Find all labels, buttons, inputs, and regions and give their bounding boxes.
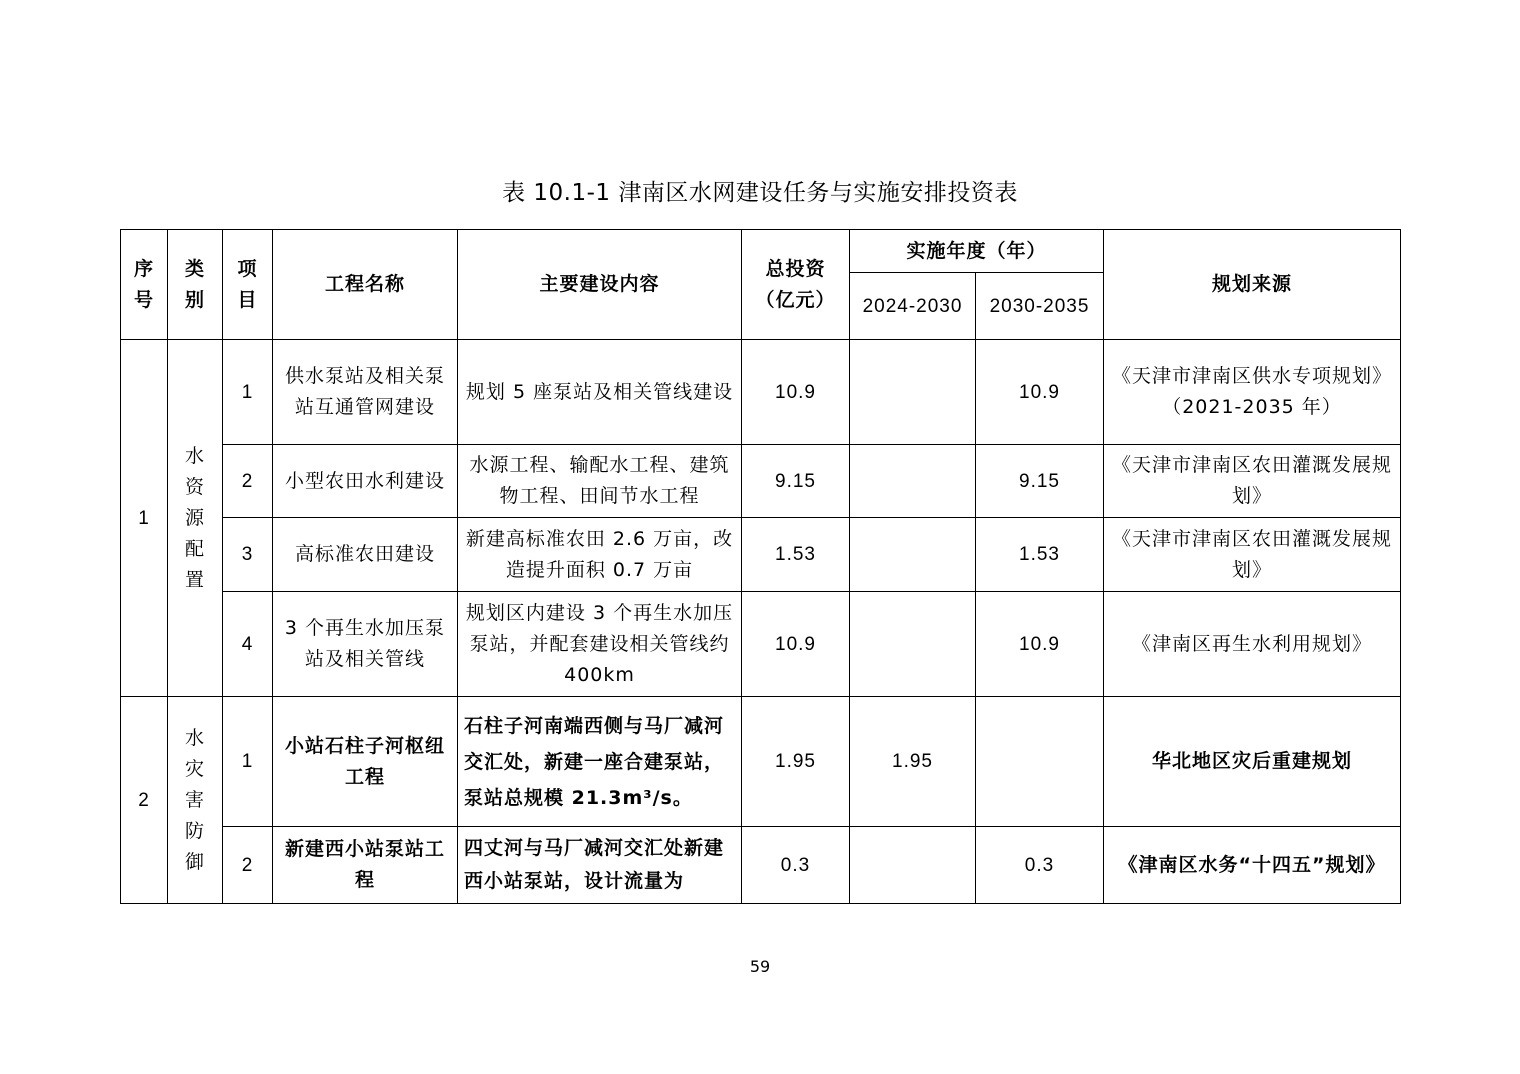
row-name: 3 个再生水加压泵站及相关管线	[273, 592, 458, 697]
row-content: 水源工程、输配水工程、建筑物工程、田间节水工程	[458, 445, 742, 518]
group-category: 水资源配置	[168, 340, 223, 697]
row-source: 《天津市津南区农田灌溉发展规划》	[1104, 445, 1401, 518]
row-content: 规划区内建设 3 个再生水加压泵站，并配套建设相关管线约 400km	[458, 592, 742, 697]
investment-table	[120, 229, 1401, 904]
row-investment: 0.3	[742, 827, 850, 904]
header-item: 项目	[223, 230, 273, 340]
row-period-b: 9.15	[976, 445, 1104, 518]
header-source: 规划来源	[1104, 230, 1401, 340]
header-category: 类别	[168, 230, 223, 340]
table-row	[121, 697, 1401, 827]
row-name: 供水泵站及相关泵站互通管网建设	[273, 340, 458, 445]
row-item: 1	[223, 697, 273, 827]
row-source: 《津南区再生水利用规划》	[1104, 592, 1401, 697]
row-investment: 1.53	[742, 518, 850, 592]
row-content: 石柱子河南端西侧与马厂减河交汇处，新建一座合建泵站，泵站总规模 21.3m³/s。	[458, 697, 742, 827]
header-row	[121, 230, 1401, 273]
row-period-b	[976, 697, 1104, 827]
header-content: 主要建设内容	[458, 230, 742, 340]
row-source: 《津南区水务“十四五”规划》	[1104, 827, 1401, 904]
table-row	[121, 518, 1401, 592]
row-name: 小站石柱子河枢纽工程	[273, 697, 458, 827]
row-item: 2	[223, 445, 273, 518]
header-project-name: 工程名称	[273, 230, 458, 340]
row-period-b: 0.3	[976, 827, 1104, 904]
row-period-b: 10.9	[976, 592, 1104, 697]
row-period-a	[850, 827, 976, 904]
table-row	[121, 827, 1401, 904]
row-content: 新建高标准农田 2.6 万亩，改造提升面积 0.7 万亩	[458, 518, 742, 592]
row-investment: 9.15	[742, 445, 850, 518]
table-row	[121, 592, 1401, 697]
table-row	[121, 445, 1401, 518]
header-seq: 序号	[121, 230, 168, 340]
row-name: 高标准农田建设	[273, 518, 458, 592]
row-name: 新建西小站泵站工程	[273, 827, 458, 904]
row-investment: 10.9	[742, 340, 850, 445]
group-category: 水灾害防御	[168, 697, 223, 904]
row-content: 四丈河与马厂减河交汇处新建西小站泵站，设计流量为	[458, 827, 742, 904]
header-period-2030-2035: 2030-2035	[976, 273, 1104, 340]
row-source: 《天津市津南区供水专项规划》（2021-2035 年）	[1104, 340, 1401, 445]
row-period-a: 1.95	[850, 697, 976, 827]
row-item: 1	[223, 340, 273, 445]
header-period: 实施年度（年）	[850, 230, 1104, 273]
row-period-a	[850, 518, 976, 592]
row-source: 《天津市津南区农田灌溉发展规划》	[1104, 518, 1401, 592]
row-period-a	[850, 592, 976, 697]
row-investment: 1.95	[742, 697, 850, 827]
row-item: 3	[223, 518, 273, 592]
row-period-b: 10.9	[976, 340, 1104, 445]
row-content: 规划 5 座泵站及相关管线建设	[458, 340, 742, 445]
row-period-b: 1.53	[976, 518, 1104, 592]
table-title: 表 10.1-1 津南区水网建设任务与实施安排投资表	[502, 180, 1018, 206]
row-item: 4	[223, 592, 273, 697]
table-row	[121, 340, 1401, 445]
row-period-a	[850, 340, 976, 445]
row-source: 华北地区灾后重建规划	[1104, 697, 1401, 827]
row-investment: 10.9	[742, 592, 850, 697]
row-item: 2	[223, 827, 273, 904]
page-number: 59	[749, 957, 771, 976]
group-seq: 1	[121, 340, 168, 697]
header-investment: 总投资（亿元）	[742, 230, 850, 340]
row-period-a	[850, 445, 976, 518]
group-seq: 2	[121, 697, 168, 904]
header-period-2024-2030: 2024-2030	[850, 273, 976, 340]
row-name: 小型农田水利建设	[273, 445, 458, 518]
